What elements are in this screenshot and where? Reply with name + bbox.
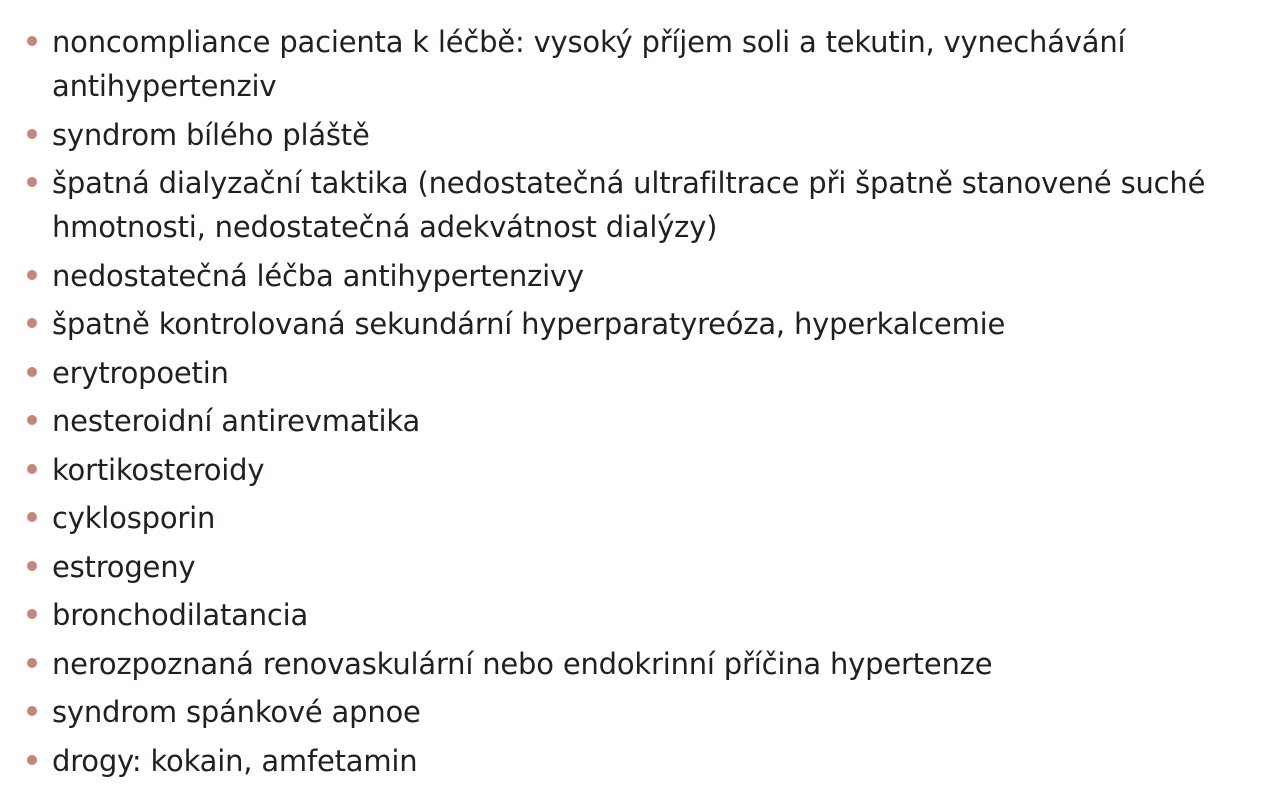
bullet-dot-icon bbox=[27, 318, 37, 328]
bullet-dot-icon bbox=[27, 658, 37, 668]
list-item-text: drogy: kokain, amfetamin bbox=[52, 743, 418, 778]
bullet-dot-icon bbox=[27, 367, 37, 377]
list-item-text: cyklosporin bbox=[52, 501, 216, 535]
list-item-text: kortikosteroidy bbox=[52, 452, 265, 487]
bullet-dot-icon bbox=[27, 36, 37, 46]
bullet-list bbox=[27, 20, 1252, 787]
bullet-dot-icon bbox=[27, 706, 37, 716]
bullet-dot-icon bbox=[27, 512, 37, 522]
list-item bbox=[27, 302, 1252, 346]
bullet-dot-icon bbox=[27, 177, 37, 187]
list-item-text: erytropoetin bbox=[52, 355, 229, 390]
bullet-dot-icon bbox=[27, 609, 37, 619]
list-item-text: nedostatečná léčba antihypertenzivy bbox=[52, 258, 584, 293]
bullet-dot-icon bbox=[27, 415, 37, 425]
list-item-text: nesteroidní antirevmatika bbox=[52, 404, 421, 438]
list-item-text: špatně kontrolovaná sekundární hyperparatyreóza, hyperkalcemie bbox=[52, 307, 1006, 341]
bullet-dot-icon bbox=[27, 464, 37, 474]
list-item-text: estrogeny bbox=[52, 549, 196, 584]
list-item-text: špatná dialyzační taktika (nedostatečná ultrafiltrace při špatně stanovené suché hmotnosti, nedostatečná adekvátnost dialýzy) bbox=[52, 166, 1206, 244]
bullet-dot-icon bbox=[27, 755, 37, 765]
bullet-dot-icon bbox=[27, 561, 37, 571]
bullet-dot-icon bbox=[27, 270, 37, 280]
list-item bbox=[27, 113, 1252, 157]
list-item bbox=[27, 545, 1252, 589]
list-item bbox=[27, 399, 1252, 443]
list-item bbox=[27, 254, 1252, 298]
list-item bbox=[27, 739, 1252, 783]
list-item bbox=[27, 593, 1252, 637]
list-item-text: syndrom spánkové apnoe bbox=[52, 695, 421, 729]
list-item bbox=[27, 448, 1252, 492]
list-item bbox=[27, 642, 1252, 686]
list-item-text: syndrom bílého pláště bbox=[52, 117, 370, 152]
list-item bbox=[27, 496, 1252, 540]
list-item bbox=[27, 351, 1252, 395]
list-item-text: bronchodilatancia bbox=[52, 598, 309, 632]
list-item bbox=[27, 20, 1252, 108]
list-item bbox=[27, 690, 1252, 734]
bullet-dot-icon bbox=[27, 129, 37, 139]
list-item-text: noncompliance pacienta k léčbě: vysoký příjem soli a tekutin, vynechávání antihypertenziv bbox=[52, 25, 1126, 103]
list-item bbox=[27, 161, 1252, 249]
list-item-text: nerozpoznaná renovaskulární nebo endokrinní příčina hypertenze bbox=[52, 646, 993, 681]
